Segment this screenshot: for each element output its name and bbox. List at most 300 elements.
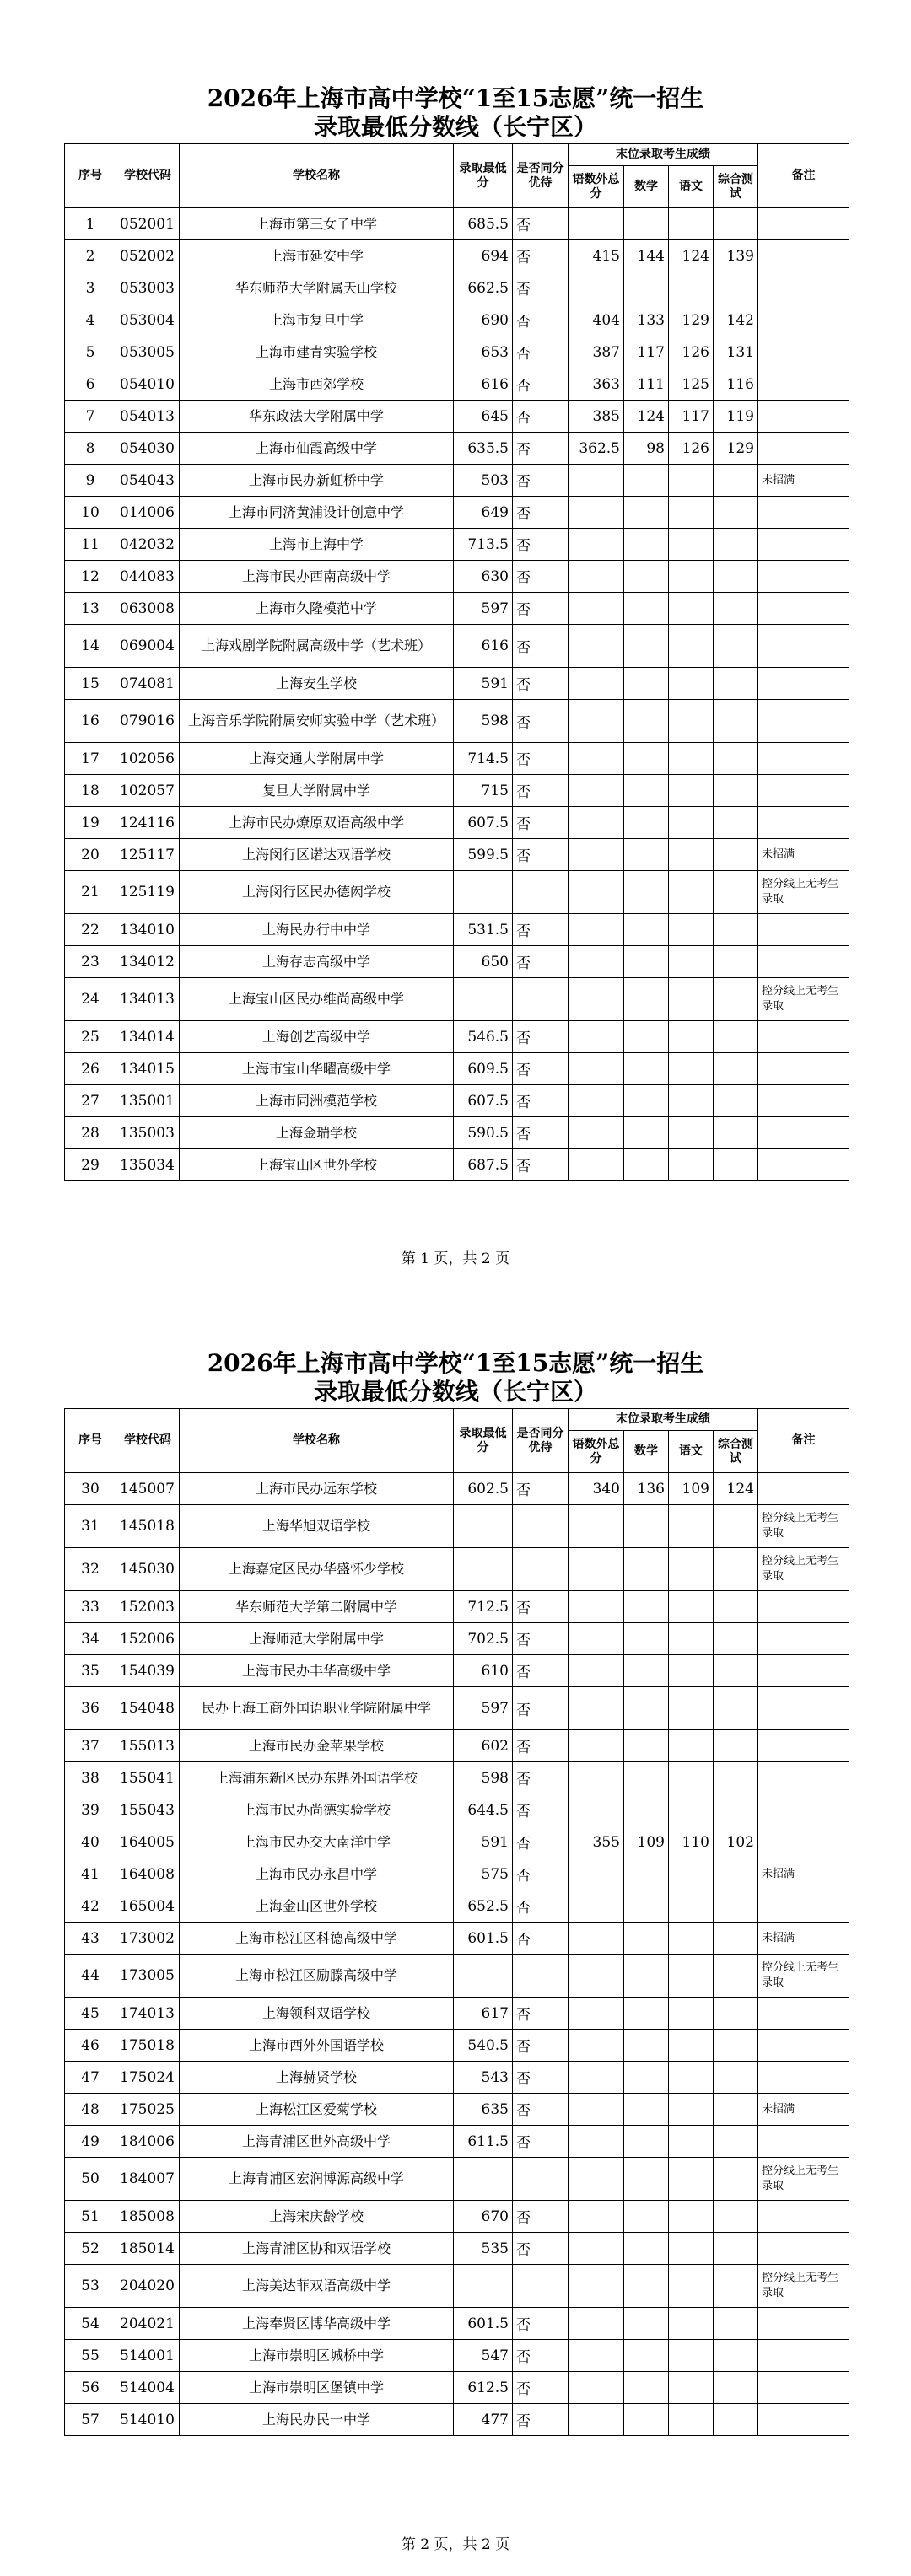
cell-school-name: 上海市第三女子中学 [180, 208, 454, 240]
cell-min-score: 543 [454, 2062, 513, 2094]
cell-math [624, 871, 669, 914]
table-row [65, 465, 849, 497]
cell-priority: 否 [513, 433, 569, 465]
cell-note [758, 336, 849, 368]
cell-math: 124 [624, 401, 669, 433]
cell-math: 133 [624, 304, 669, 336]
table-body [65, 1473, 849, 2436]
cell-chinese [669, 625, 714, 668]
cell-chinese-foreign-total [569, 529, 624, 561]
cell-note [758, 1021, 849, 1053]
cell-school-name: 上海市民办永昌中学 [180, 1858, 454, 1890]
cell-comprehensive [714, 1858, 758, 1890]
cell-min-score [454, 871, 513, 914]
cell-note: 控分线上无考生录取 [758, 1955, 849, 1998]
cell-chinese [669, 700, 714, 743]
header-name: 学校名称 [180, 144, 454, 208]
cell-chinese [669, 1591, 714, 1623]
cell-chinese-foreign-total: 355 [569, 1826, 624, 1858]
cell-chinese-foreign-total: 362.5 [569, 433, 624, 465]
table-row [65, 2062, 849, 2094]
cell-min-score: 670 [454, 2201, 513, 2233]
table-row [65, 1890, 849, 1923]
cell-code: 514001 [116, 2340, 180, 2372]
cell-priority: 否 [513, 465, 569, 497]
cell-comprehensive [714, 465, 758, 497]
cell-note [758, 1687, 849, 1730]
cell-min-score: 601.5 [454, 1923, 513, 1955]
cell-code: 042032 [116, 529, 180, 561]
cell-seq: 48 [65, 2094, 116, 2126]
cell-chinese-foreign-total [569, 2308, 624, 2340]
cell-min-score: 644.5 [454, 1794, 513, 1826]
cell-comprehensive [714, 2372, 758, 2404]
cell-code: 154039 [116, 1655, 180, 1687]
cell-seq: 38 [65, 1762, 116, 1794]
cell-chinese [669, 2233, 714, 2265]
cell-priority: 否 [513, 2340, 569, 2372]
header-chinese-foreign: 语数外总分 [569, 166, 624, 208]
cell-note [758, 1117, 849, 1149]
cell-school-name: 上海市崇明区城桥中学 [180, 2340, 454, 2372]
cell-note [758, 1623, 849, 1655]
cell-note [758, 272, 849, 304]
header-comprehensive: 综合测试 [714, 1431, 758, 1473]
cell-note [758, 2308, 849, 2340]
cell-school-name: 上海宋庆龄学校 [180, 2201, 454, 2233]
table-row [65, 497, 849, 529]
cell-seq: 27 [65, 1085, 116, 1117]
cell-chinese [669, 946, 714, 978]
cell-school-name: 上海奉贤区博华高级中学 [180, 2308, 454, 2340]
cell-math: 111 [624, 368, 669, 401]
cell-chinese-foreign-total [569, 743, 624, 775]
cell-min-score: 607.5 [454, 1085, 513, 1117]
table-row [65, 304, 849, 336]
table-row [65, 775, 849, 807]
cell-min-score: 652.5 [454, 1890, 513, 1923]
cell-code: 155041 [116, 1762, 180, 1794]
cell-comprehensive [714, 775, 758, 807]
cell-priority: 否 [513, 1762, 569, 1794]
cell-note: 未招满 [758, 1923, 849, 1955]
cell-comprehensive [714, 1998, 758, 2030]
cell-min-score: 645 [454, 401, 513, 433]
table-row [65, 433, 849, 465]
cell-chinese [669, 2340, 714, 2372]
cell-priority [513, 1955, 569, 1998]
cell-math [624, 1149, 669, 1181]
cell-priority: 否 [513, 240, 569, 272]
cell-comprehensive [714, 2404, 758, 2436]
cell-priority: 否 [513, 1923, 569, 1955]
cell-seq: 55 [65, 2340, 116, 2372]
cell-chinese: 126 [669, 433, 714, 465]
cell-school-name: 上海市民办金苹果学校 [180, 1730, 454, 1762]
cell-school-name: 上海交通大学附属中学 [180, 743, 454, 775]
cell-chinese-foreign-total: 385 [569, 401, 624, 433]
cell-school-name: 上海市同济黄浦设计创意中学 [180, 497, 454, 529]
cell-math [624, 2308, 669, 2340]
table-row [65, 593, 849, 625]
cell-school-name: 华东政法大学附属中学 [180, 401, 454, 433]
cell-note: 控分线上无考生录取 [758, 871, 849, 914]
cell-note [758, 1591, 849, 1623]
cell-chinese: 109 [669, 1473, 714, 1505]
cell-note [758, 700, 849, 743]
cell-min-score: 607.5 [454, 807, 513, 839]
cell-seq: 42 [65, 1890, 116, 1923]
cell-seq: 44 [65, 1955, 116, 1998]
cell-priority: 否 [513, 561, 569, 593]
cell-chinese [669, 914, 714, 946]
table-row [65, 871, 849, 914]
cell-code: 063008 [116, 593, 180, 625]
cell-math [624, 668, 669, 700]
table-row [65, 2094, 849, 2126]
cell-min-score: 535 [454, 2233, 513, 2265]
cell-note [758, 593, 849, 625]
cell-chinese-foreign-total [569, 700, 624, 743]
cell-comprehensive [714, 625, 758, 668]
cell-min-score: 601.5 [454, 2308, 513, 2340]
cell-chinese [669, 593, 714, 625]
table-row [65, 2404, 849, 2436]
title-line-1: 2026年上海市高中学校“1至15志愿”统一招生 [207, 1349, 704, 1377]
cell-priority: 否 [513, 2308, 569, 2340]
cell-school-name: 上海市延安中学 [180, 240, 454, 272]
cell-note [758, 946, 849, 978]
cell-min-score: 685.5 [454, 208, 513, 240]
cell-code: 204020 [116, 2265, 180, 2308]
cell-comprehensive [714, 1085, 758, 1117]
cell-note: 未招满 [758, 839, 849, 871]
cell-school-name: 上海存志高级中学 [180, 946, 454, 978]
cell-note [758, 1053, 849, 1085]
table-row [65, 1858, 849, 1890]
cell-seq: 31 [65, 1505, 116, 1548]
cell-priority [513, 1505, 569, 1548]
cell-seq: 50 [65, 2158, 116, 2201]
cell-math [624, 272, 669, 304]
cell-chinese [669, 1655, 714, 1687]
cell-school-name: 上海松江区爱菊学校 [180, 2094, 454, 2126]
cell-priority: 否 [513, 2233, 569, 2265]
cell-note [758, 561, 849, 593]
cell-code: 155043 [116, 1794, 180, 1826]
cell-math [624, 1117, 669, 1149]
cell-seq: 36 [65, 1687, 116, 1730]
cell-chinese-foreign-total [569, 1762, 624, 1794]
cell-comprehensive [714, 1117, 758, 1149]
cell-seq: 30 [65, 1473, 116, 1505]
header-chinese: 语文 [669, 166, 714, 208]
cell-seq: 49 [65, 2126, 116, 2158]
cell-math [624, 946, 669, 978]
cell-priority: 否 [513, 1623, 569, 1655]
cell-chinese [669, 871, 714, 914]
table-row [65, 1687, 849, 1730]
cell-comprehensive [714, 2126, 758, 2158]
cell-school-name: 上海市民办远东学校 [180, 1473, 454, 1505]
cell-chinese: 129 [669, 304, 714, 336]
cell-code: 044083 [116, 561, 180, 593]
cell-code: 173002 [116, 1923, 180, 1955]
cell-code: 069004 [116, 625, 180, 668]
cell-math [624, 2404, 669, 2436]
cell-min-score: 598 [454, 700, 513, 743]
cell-chinese [669, 1117, 714, 1149]
cell-seq: 34 [65, 1623, 116, 1655]
cell-seq: 17 [65, 743, 116, 775]
cell-code: 052002 [116, 240, 180, 272]
cell-code: 164005 [116, 1826, 180, 1858]
cell-code: 134014 [116, 1021, 180, 1053]
cell-min-score: 713.5 [454, 529, 513, 561]
cell-math [624, 1730, 669, 1762]
cell-note [758, 240, 849, 272]
cell-school-name: 上海市西外外国语学校 [180, 2030, 454, 2062]
cell-priority: 否 [513, 208, 569, 240]
table-row [65, 1794, 849, 1826]
cell-chinese-foreign-total [569, 272, 624, 304]
cell-code: 185014 [116, 2233, 180, 2265]
cell-chinese-foreign-total [569, 1591, 624, 1623]
cell-note [758, 433, 849, 465]
table-row [65, 1655, 849, 1687]
cell-seq: 23 [65, 946, 116, 978]
cell-priority: 否 [513, 2201, 569, 2233]
cell-note [758, 1655, 849, 1687]
table-row [65, 743, 849, 775]
cell-chinese [669, 1687, 714, 1730]
cell-chinese-foreign-total [569, 1548, 624, 1591]
cell-comprehensive [714, 2094, 758, 2126]
cell-note [758, 2062, 849, 2094]
cell-min-score: 649 [454, 497, 513, 529]
cell-min-score: 547 [454, 2340, 513, 2372]
cell-min-score: 635 [454, 2094, 513, 2126]
cell-priority: 否 [513, 700, 569, 743]
cell-school-name: 上海宝山区世外学校 [180, 1149, 454, 1181]
cell-seq: 12 [65, 561, 116, 593]
cell-comprehensive [714, 1548, 758, 1591]
cell-min-score: 653 [454, 336, 513, 368]
cell-school-name: 上海青浦区协和双语学校 [180, 2233, 454, 2265]
cell-code: 054030 [116, 433, 180, 465]
cell-min-score: 612.5 [454, 2372, 513, 2404]
cell-school-name: 上海市同洲模范学校 [180, 1085, 454, 1117]
cell-comprehensive [714, 1794, 758, 1826]
cell-code: 134015 [116, 1053, 180, 1085]
cell-priority: 否 [513, 946, 569, 978]
cell-seq: 5 [65, 336, 116, 368]
cell-chinese-foreign-total [569, 775, 624, 807]
cell-code: 145007 [116, 1473, 180, 1505]
cell-note [758, 1794, 849, 1826]
cell-seq: 22 [65, 914, 116, 946]
cell-school-name: 上海赫贤学校 [180, 2062, 454, 2094]
cell-math [624, 2062, 669, 2094]
cell-min-score: 650 [454, 946, 513, 978]
cell-seq: 39 [65, 1794, 116, 1826]
cell-code: 174013 [116, 1998, 180, 2030]
cell-seq: 43 [65, 1923, 116, 1955]
cell-seq: 18 [65, 775, 116, 807]
cell-chinese [669, 839, 714, 871]
cell-priority: 否 [513, 914, 569, 946]
table-row [65, 839, 849, 871]
table-row [65, 561, 849, 593]
cell-seq: 57 [65, 2404, 116, 2436]
cell-min-score [454, 1505, 513, 1548]
table-row [65, 1762, 849, 1794]
cell-chinese [669, 978, 714, 1021]
table-row [65, 1473, 849, 1505]
cell-seq: 2 [65, 240, 116, 272]
cell-chinese [669, 1053, 714, 1085]
cell-code: 514004 [116, 2372, 180, 2404]
cell-seq: 25 [65, 1021, 116, 1053]
cell-min-score: 694 [454, 240, 513, 272]
cell-min-score: 575 [454, 1858, 513, 1890]
cell-note [758, 401, 849, 433]
cell-comprehensive [714, 700, 758, 743]
cell-school-name: 华东师范大学附属天山学校 [180, 272, 454, 304]
cell-chinese-foreign-total [569, 839, 624, 871]
cell-chinese-foreign-total [569, 561, 624, 593]
cell-comprehensive: 124 [714, 1473, 758, 1505]
table-row [65, 2030, 849, 2062]
cell-seq: 20 [65, 839, 116, 871]
cell-math [624, 1505, 669, 1548]
cell-chinese-foreign-total: 340 [569, 1473, 624, 1505]
header-min-score: 录取最低分 [454, 1409, 513, 1473]
cell-chinese-foreign-total [569, 208, 624, 240]
cell-comprehensive [714, 2030, 758, 2062]
cell-note: 控分线上无考生录取 [758, 1548, 849, 1591]
page-2 [0, 1288, 911, 2576]
cell-min-score: 598 [454, 1762, 513, 1794]
cell-chinese-foreign-total [569, 2158, 624, 2201]
cell-math [624, 2158, 669, 2201]
table-row [65, 1730, 849, 1762]
cell-chinese [669, 1021, 714, 1053]
cell-min-score: 610 [454, 1655, 513, 1687]
cell-min-score: 630 [454, 561, 513, 593]
cell-min-score: 597 [454, 593, 513, 625]
cell-math [624, 625, 669, 668]
cell-note: 控分线上无考生录取 [758, 978, 849, 1021]
cell-chinese [669, 561, 714, 593]
cell-school-name: 上海创艺高级中学 [180, 1021, 454, 1053]
cell-comprehensive [714, 2265, 758, 2308]
cell-chinese-foreign-total [569, 1149, 624, 1181]
cell-seq: 7 [65, 401, 116, 433]
cell-min-score: 617 [454, 1998, 513, 2030]
cell-min-score [454, 2265, 513, 2308]
cell-school-name: 上海闵行区诺达双语学校 [180, 839, 454, 871]
table-row [65, 1998, 849, 2030]
cell-chinese [669, 2158, 714, 2201]
title-line-2: 录取最低分数线（长宁区） [313, 113, 597, 141]
cell-chinese [669, 1548, 714, 1591]
cell-priority: 否 [513, 2372, 569, 2404]
cell-school-name: 上海民办民一中学 [180, 2404, 454, 2436]
cell-note: 未招满 [758, 465, 849, 497]
cell-code: 134013 [116, 978, 180, 1021]
cell-note: 控分线上无考生录取 [758, 1505, 849, 1548]
cell-math [624, 2372, 669, 2404]
cell-note [758, 2233, 849, 2265]
cell-school-name: 上海市崇明区堡镇中学 [180, 2372, 454, 2404]
cell-chinese-foreign-total [569, 1505, 624, 1548]
cell-math [624, 208, 669, 240]
cell-priority [513, 2158, 569, 2201]
cell-math: 144 [624, 240, 669, 272]
cell-min-score: 702.5 [454, 1623, 513, 1655]
cell-chinese-foreign-total [569, 1623, 624, 1655]
header-group: 末位录取考生成绩 [569, 1409, 758, 1431]
cell-priority: 否 [513, 304, 569, 336]
table-row [65, 1591, 849, 1623]
cell-note [758, 2372, 849, 2404]
cell-math [624, 529, 669, 561]
cell-math [624, 561, 669, 593]
cell-note: 未招满 [758, 2094, 849, 2126]
cell-priority: 否 [513, 625, 569, 668]
cell-math [624, 743, 669, 775]
table-row [65, 1623, 849, 1655]
cell-min-score: 591 [454, 668, 513, 700]
cell-math [624, 1053, 669, 1085]
cell-seq: 8 [65, 433, 116, 465]
cell-priority: 否 [513, 401, 569, 433]
table-row [65, 625, 849, 668]
cell-comprehensive [714, 1730, 758, 1762]
cell-math [624, 2340, 669, 2372]
cell-note [758, 529, 849, 561]
cell-seq: 40 [65, 1826, 116, 1858]
cell-school-name: 上海市民办尚德实验学校 [180, 1794, 454, 1826]
cell-chinese [669, 775, 714, 807]
cell-school-name: 上海宝山区民办维尚高级中学 [180, 978, 454, 1021]
cell-priority: 否 [513, 1053, 569, 1085]
cell-math [624, 1548, 669, 1591]
cell-math: 98 [624, 433, 669, 465]
cell-math: 136 [624, 1473, 669, 1505]
header-seq: 序号 [65, 1409, 116, 1473]
cell-math [624, 1687, 669, 1730]
cell-school-name: 上海美达菲双语高级中学 [180, 2265, 454, 2308]
cell-comprehensive [714, 1655, 758, 1687]
cell-school-name: 上海师范大学附属中学 [180, 1623, 454, 1655]
cell-min-score: 602.5 [454, 1473, 513, 1505]
cell-min-score: 540.5 [454, 2030, 513, 2062]
cell-code: 134010 [116, 914, 180, 946]
table-row [65, 1117, 849, 1149]
cell-code: 053003 [116, 272, 180, 304]
cell-chinese-foreign-total [569, 1890, 624, 1923]
page-footer: 第 2 页，共 2 页 [401, 2536, 510, 2553]
cell-math [624, 2265, 669, 2308]
cell-min-score: 616 [454, 625, 513, 668]
cell-comprehensive [714, 668, 758, 700]
table-row [65, 272, 849, 304]
cell-note [758, 668, 849, 700]
cell-comprehensive [714, 1623, 758, 1655]
cell-comprehensive [714, 1923, 758, 1955]
